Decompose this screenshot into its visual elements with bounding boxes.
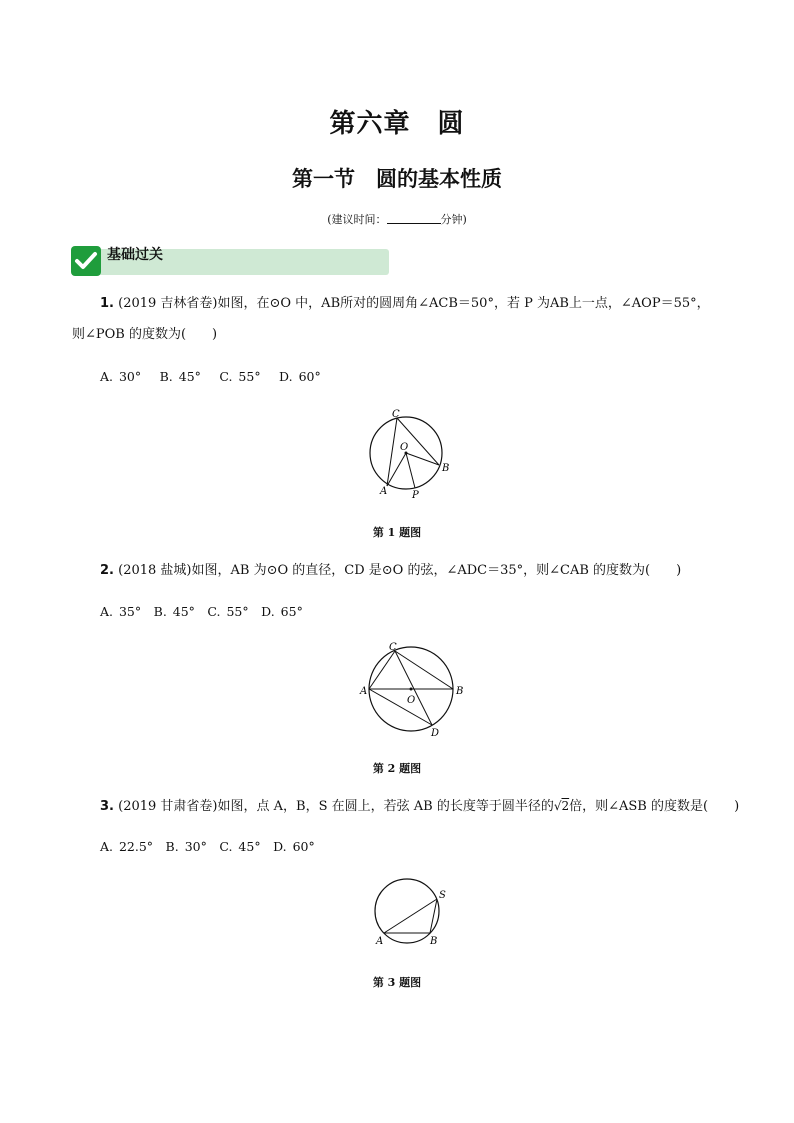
figure-1 <box>362 404 462 504</box>
label-c: C <box>389 642 397 653</box>
question-source: (2019 甘肃省卷) <box>118 799 218 814</box>
label-d: D <box>431 728 440 739</box>
question-text-end: 倍，则∠ASB 的度数是( ) <box>569 799 740 814</box>
label-b: B <box>430 936 438 947</box>
label-s: S <box>439 890 446 901</box>
figure-2-caption: 第 2 题图 <box>372 762 422 775</box>
question-3 <box>100 794 760 819</box>
label-a: A <box>376 936 384 947</box>
question-number: 2. <box>100 563 114 578</box>
time-prefix: (建议时间： <box>327 213 387 226</box>
question-text: 如图，AB 为⊙O 的直径，CD 是⊙O 的弦，∠ADC＝35°，则∠CAB 的度数为( ) <box>191 563 682 578</box>
question-3-options: A. 22.5° B. 30° C. 45° D. 60° <box>100 839 315 854</box>
question-text: 如图，点 A，B，S 在圆上，若弦 AB 的长度等于圆半径的 <box>217 799 554 814</box>
question-1-options: A. 30° B. 45° C. 55° D. 60° <box>100 369 321 384</box>
label-c: C <box>392 409 400 420</box>
section-title: 第一节 圆的基本性质 <box>292 167 502 191</box>
label-b: B <box>456 686 464 697</box>
time-blank <box>387 213 441 224</box>
question-number: 1. <box>100 296 114 311</box>
label-p: P <box>412 490 419 501</box>
sqrt-radicand: 2 <box>561 799 570 813</box>
figure-1-caption: 第 1 题图 <box>372 526 422 539</box>
banner-label: 基础过关 <box>107 247 163 263</box>
sqrt-symbol: √2 <box>553 799 570 813</box>
question-number: 3. <box>100 799 114 814</box>
figure-3 <box>366 874 456 954</box>
label-o: O <box>400 442 409 453</box>
figure-3-caption: 第 3 题图 <box>372 976 422 989</box>
question-2 <box>100 559 740 583</box>
suggested-time <box>0 211 794 227</box>
segment-cb <box>395 651 453 689</box>
question-text: 如图，在⊙O 中，AB所对的圆周角∠ACB＝50°，若 P 为AB上一点，∠AOP＝55°， <box>217 296 710 311</box>
question-2-options: A. 35° B. 45° C. 55° D. 65° <box>100 604 303 619</box>
segment-ca <box>387 418 397 486</box>
question-source: (2018 盐城) <box>118 563 192 578</box>
figure-2 <box>356 638 466 742</box>
label-b: B <box>442 463 450 474</box>
question-1-line2: 则∠POB 的度数为( ) <box>72 327 218 342</box>
segment-op <box>406 453 415 488</box>
label-a: A <box>360 686 368 697</box>
segment-as <box>384 899 437 933</box>
center-dot <box>410 688 413 691</box>
time-suffix: 分钟) <box>440 213 467 226</box>
label-o: O <box>407 695 416 706</box>
question-1 <box>100 292 740 316</box>
chapter-title: 第六章 圆 <box>329 109 465 139</box>
label-a: A <box>380 486 388 497</box>
question-source: (2019 吉林省卷) <box>118 296 218 311</box>
check-icon <box>71 246 101 276</box>
